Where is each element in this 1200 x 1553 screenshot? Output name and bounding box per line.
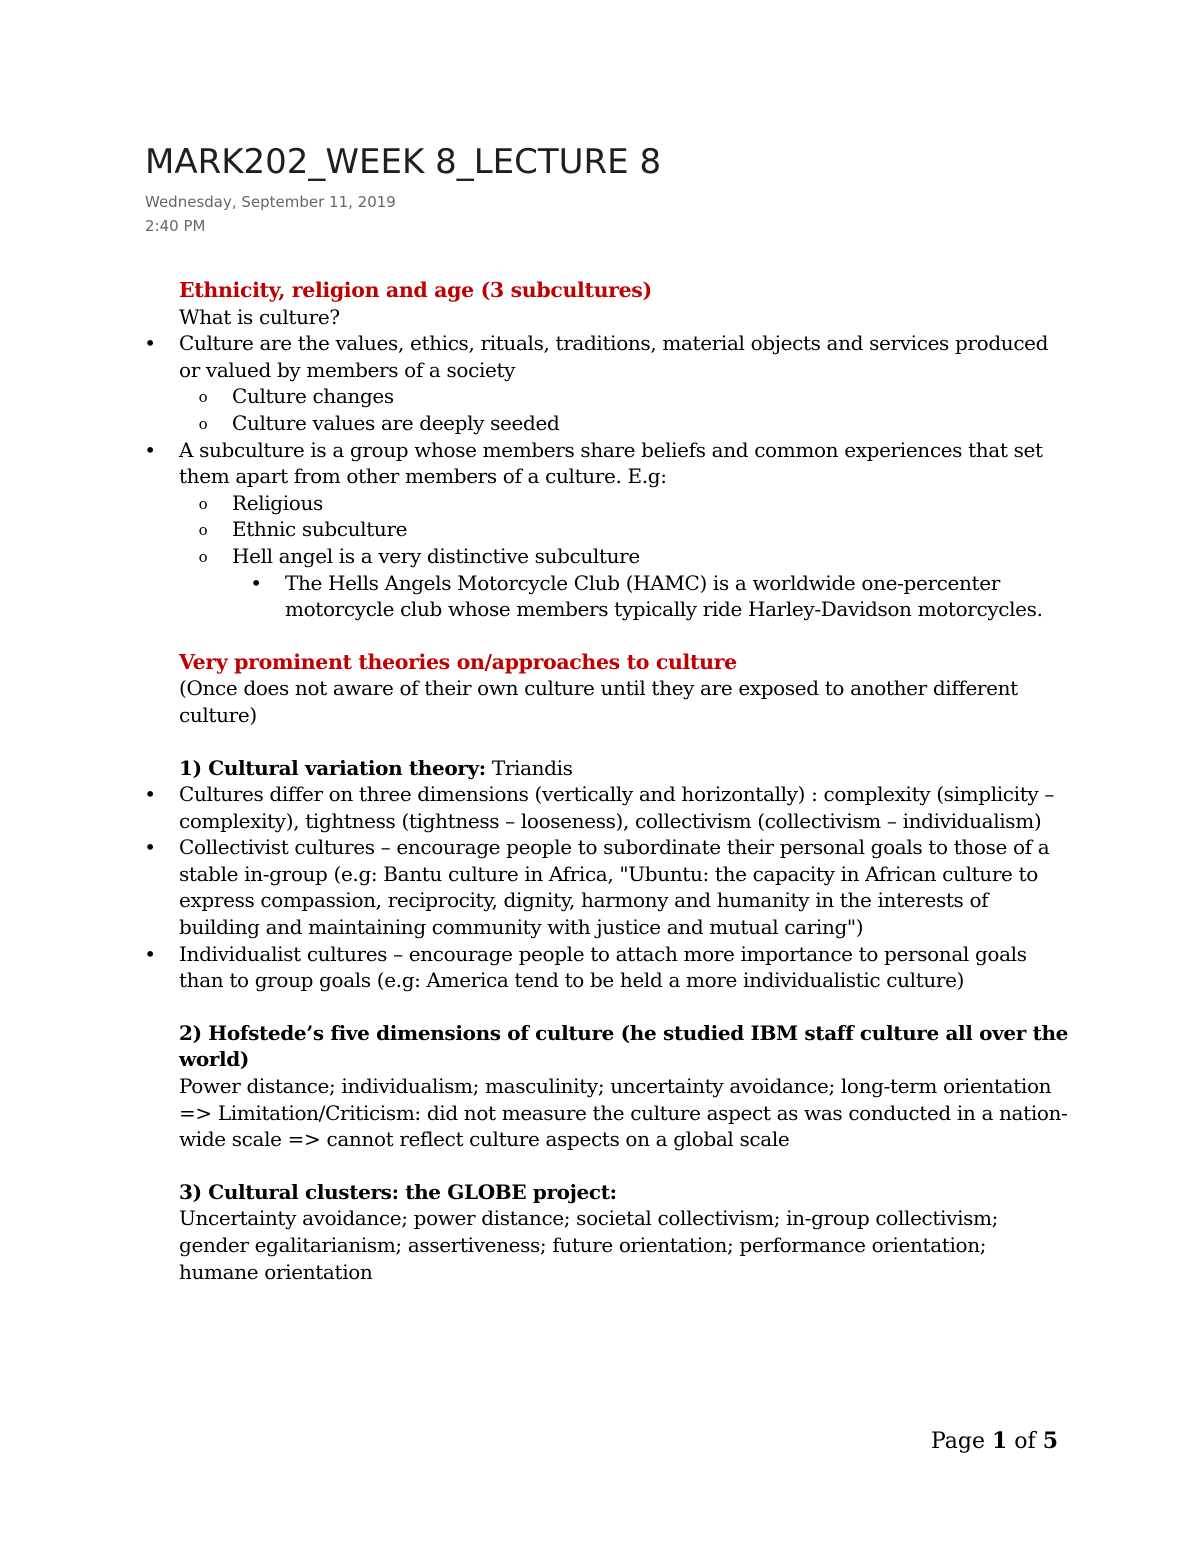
page-number-current: 1 (992, 1428, 1008, 1454)
bullet-dot-icon: • (144, 331, 156, 356)
section-heading-subcultures: Ethnicity, religion and age (3 subcultures) (179, 278, 652, 302)
list-item (144, 330, 1069, 436)
list-item (144, 834, 1069, 940)
list-item-text: Hell angel is a very distinctive subculture (232, 543, 640, 568)
list-item (144, 781, 1069, 834)
theory-3-text: Uncertainty avoidance; power distance; societal collectivism; in-group collectivism; gender egalitarianism; assertiveness; future orientation; performance orientation; humane orientation (179, 1206, 999, 1284)
sub-bullet-list (198, 490, 1069, 623)
bullet-dot-icon: • (144, 782, 156, 807)
bullet-circle-icon: o (198, 521, 208, 540)
list-item (250, 570, 1069, 623)
list-item-text: Collectivist cultures – encourage people to subordinate their personal goals to those of a stable in-group (e.g: Bantu culture in Africa, "Ubuntu: the capacity in African culture to express compassion, reciprocity, dignity, harmony and humanity in the interests of building and maintaining community with justice and mutual caring") (179, 835, 1050, 940)
list-item (198, 410, 1069, 437)
bullet-list (144, 330, 1069, 623)
sub-bullet-list (198, 383, 1069, 436)
list-item-text: A subculture is a group whose members share beliefs and common experiences that set them apart from other members of a culture. E.g: (179, 437, 1043, 489)
page-number-prefix: Page (930, 1429, 992, 1454)
bullet-circle-icon: o (198, 414, 208, 433)
list-item-text: Culture values are deeply seeded (232, 410, 560, 435)
list-item (198, 543, 1069, 623)
bullet-circle-icon: o (198, 388, 208, 407)
list-item-text: Individualist cultures – encourage people to attach more importance to personal goals than to group goals (e.g: America tend to be held a more individualistic culture) (179, 941, 1027, 993)
page-number-of: of (1007, 1429, 1043, 1454)
theory-1-author: Triandis (485, 755, 573, 780)
list-item (198, 383, 1069, 410)
theory-3-heading: 3) Cultural clusters: the GLOBE project: (179, 1179, 617, 1204)
page-number (931, 1428, 1058, 1454)
page-title: MARK202_WEEK 8_LECTURE 8 (145, 142, 662, 182)
bullet-list (144, 781, 1069, 994)
question-text: What is culture? (179, 304, 340, 329)
list-item-text: Culture are the values, ethics, rituals, traditions, material objects and services produced or valued by members of a society (179, 331, 1049, 382)
page-time: 2:40 PM (145, 217, 206, 235)
page-number-total: 5 (1042, 1428, 1058, 1454)
theory-2-criticism: => Limitation/Criticism: did not measure the culture aspect as was conducted in a nation-wide scale => cannot reflect culture aspects on a global scale (179, 1100, 1068, 1152)
bullet-circle-icon: o (198, 547, 208, 566)
theory-1-label: 1) Cultural variation theory: (179, 755, 486, 780)
theory-1-heading (179, 755, 1069, 782)
bullet-dot-icon: • (144, 437, 156, 462)
list-item-text: Religious (232, 490, 323, 515)
list-item (144, 941, 1069, 994)
theory-2-heading: 2) Hofstede’s five dimensions of culture (he studied IBM staff culture all over the world) (179, 1020, 1069, 1072)
section-heading-theories: Very prominent theories on/approaches to culture (179, 649, 737, 674)
list-item (144, 437, 1069, 623)
theories-note: (Once does not aware of their own culture until they are exposed to another different culture) (179, 676, 1018, 727)
list-item-text: Cultures differ on three dimensions (vertically and horizontally) : complexity (simplicity – complexity), tightness (tightness – looseness), collectivism (collectivism – individualism) (179, 782, 1054, 833)
theory-2-text: Power distance; individualism; masculinity; uncertainty avoidance; long-term orientation (179, 1074, 1052, 1099)
list-item (198, 516, 1069, 543)
list-item (198, 490, 1069, 517)
bullet-circle-icon: o (198, 494, 208, 513)
note-body (144, 277, 1069, 1285)
bullet-dot-icon: • (144, 835, 156, 860)
page-date: Wednesday, September 11, 2019 (145, 193, 396, 211)
bullet-dot-icon: • (250, 570, 262, 595)
sub-sub-bullet-list (250, 570, 1069, 623)
list-item-text: Ethnic subculture (232, 517, 408, 542)
list-item-text: Culture changes (232, 384, 394, 409)
list-item-text: The Hells Angels Motorcycle Club (HAMC) is a worldwide one-percenter motorcycle club whose members typically ride Harley-Davidson motorcycles. (285, 570, 1043, 622)
bullet-dot-icon: • (144, 941, 156, 966)
